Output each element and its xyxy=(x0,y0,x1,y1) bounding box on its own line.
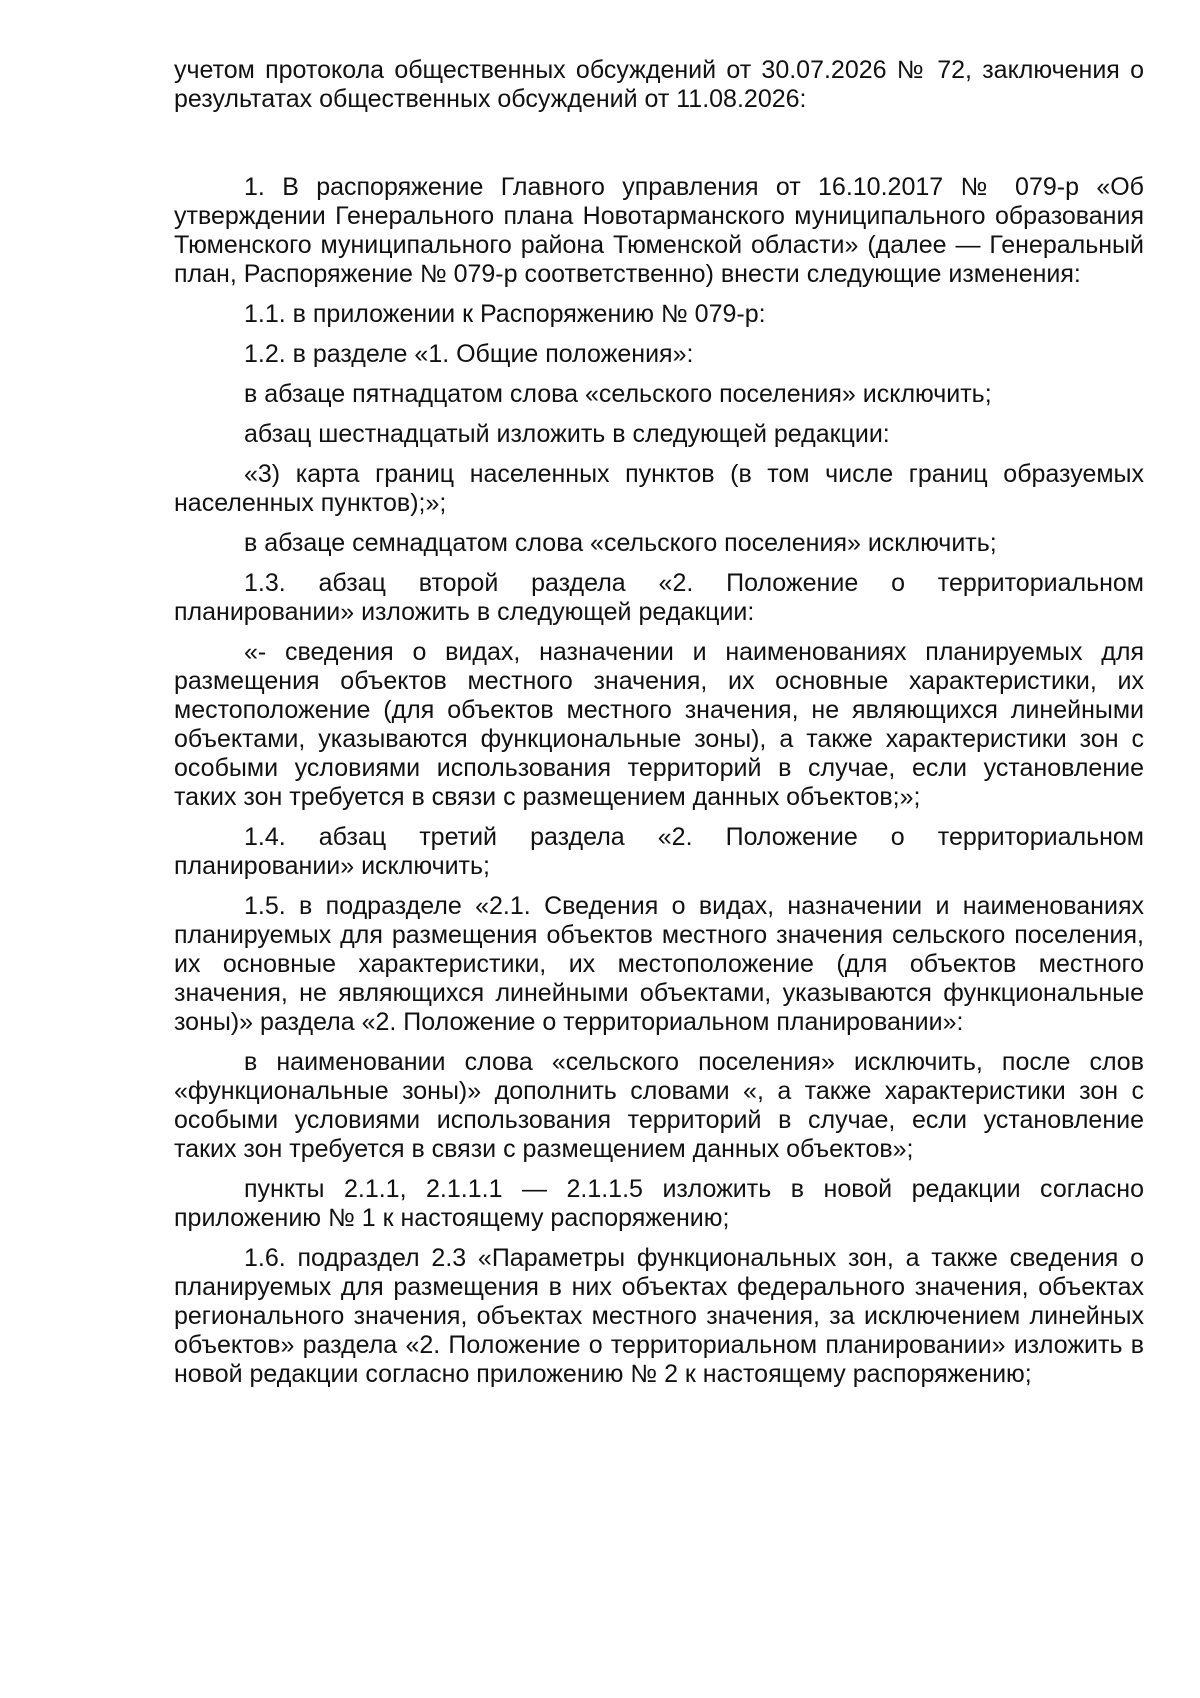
paragraph-item-1-5-points: пункты 2.1.1, 2.1.1.1 — 2.1.1.5 изложить в новой редакции согласно приложению № 1 к настоящему распоряжению; xyxy=(174,1175,1144,1232)
paragraph-abzac-16-text: «3) карта границ населенных пунктов (в том числе границ образуемых населенных пунктов);»; xyxy=(174,460,1144,517)
paragraph-item-1-5-name: в наименовании слова «сельского поселения» исключить, после слов «функциональные зоны)» дополнить словами «, а также характеристики зон с особыми условиями использования территорий в случае, если установление таких зон требуется в связи с размещением данных объектов»; xyxy=(174,1048,1144,1163)
paragraph-item-1-3-text: «- сведения о видах, назначении и наименованиях планируемых для размещения объектов местного значения, их основные характеристики, их местоположение (для объектов местного значения, не являющихся линейными объектами, указываются функциональные зоны), а также характеристики зон с особыми условиями использования территорий в случае, если установление таких зон требуется в связи с размещением данных объектов;»; xyxy=(174,638,1144,811)
document-body xyxy=(174,56,1144,1389)
paragraph-abzac-15: в абзаце пятнадцатом слова «сельского поселения» исключить; xyxy=(244,380,992,408)
paragraph-item-1-4: 1.4. абзац третий раздела «2. Положение о территориальном планировании» исключить; xyxy=(174,823,1144,880)
paragraph-item-1-6: 1.6. подраздел 2.3 «Параметры функциональных зон, а также сведения о планируемых для размещения в них объектах федерального значения, объектах регионального значения, объектах местного значения, за исключением линейных объектов» раздела «2. Положение о территориальном планировании» изложить в новой редакции согласно приложению № 2 к настоящему распоряжению; xyxy=(174,1244,1144,1388)
paragraph-item-1-1: 1.1. в приложении к Распоряжению № 079-р: xyxy=(244,300,766,328)
paragraph-item-1-2: 1.2. в разделе «1. Общие положения»: xyxy=(244,340,694,368)
paragraph-item-1-5: 1.5. в подразделе «2.1. Сведения о видах, назначении и наименованиях планируемых для размещения объектов местного значения сельского поселения, их основные характеристики, их местоположение (для объектов местного значения, не являющихся линейными объектами, указываются функциональные зоны)» раздела «2. Положение о территориальном планировании»: xyxy=(174,892,1144,1036)
paragraph-abzac-16: абзац шестнадцатый изложить в следующей редакции: xyxy=(244,420,890,448)
paragraph-abzac-17: в абзаце семнадцатом слова «сельского поселения» исключить; xyxy=(244,529,997,557)
paragraph-item-1: 1. В распоряжение Главного управления от 16.10.2017 № 079-р «Об утверждении Генерального плана Новотарманского муниципального образования Тюменского муниципального района Тюменской области» (далее — Генеральный план, Распоряжение № 079-р соответственно) внести следующие изменения: xyxy=(174,173,1144,288)
paragraph-item-1-3: 1.3. абзац второй раздела «2. Положение о территориальном планировании» изложить в следующей редакции: xyxy=(174,569,1144,626)
paragraph-intro: учетом протокола общественных обсуждений от 30.07.2026 № 72, заключения о результатах общественных обсуждений от 11.08.2026: xyxy=(174,56,1144,113)
